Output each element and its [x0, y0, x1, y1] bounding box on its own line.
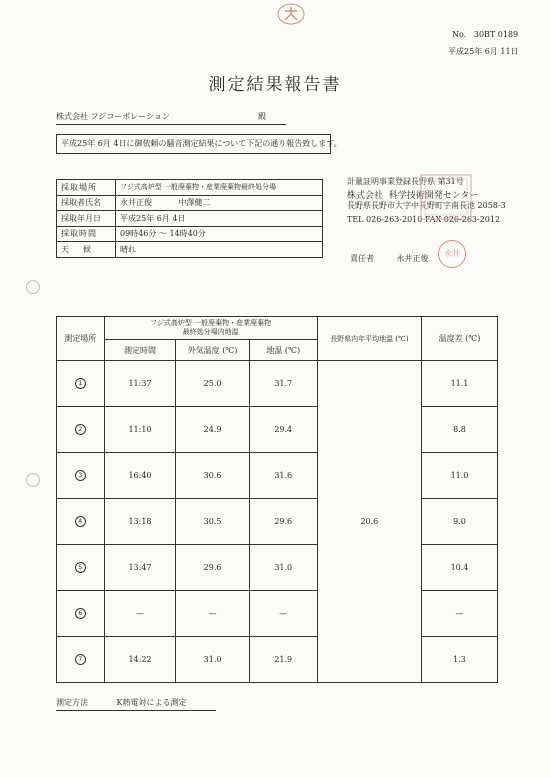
issuer-phone: TEL 026-263-2010 FAX 026-263-2012 — [347, 215, 501, 224]
air-temp-cell: 25.0 — [176, 361, 249, 407]
location-marker: 6 — [75, 608, 86, 619]
time-cell: 13:18 — [104, 499, 176, 545]
personal-seal-stamp: 永井 — [438, 240, 466, 268]
intro-text: 平成25年 6月 4日に御依頼の騒音測定結果について下記の通り報告致します。 — [56, 134, 331, 154]
facility-header: フジ式高炉型 一般廃棄物・産業廃棄物 最終処分場内地温 — [104, 317, 317, 340]
sampling-info-table — [56, 179, 323, 258]
location-marker: 3 — [75, 470, 86, 481]
info-value — [116, 195, 323, 211]
table-row — [57, 545, 498, 591]
temp-diff-cell: 8.8 — [421, 407, 497, 453]
table-row — [57, 637, 498, 683]
info-value: 平成25年 6月 4日 — [116, 211, 323, 227]
temp-diff-cell: 11.0 — [421, 453, 497, 499]
temp-diff-cell: 10.4 — [421, 545, 497, 591]
info-value: 09時46分 ～ 14時40分 — [116, 226, 323, 242]
ground-temp-cell: 31.7 — [249, 361, 317, 407]
regional-temp-header: 長野県内年平均地温 (℃) — [317, 317, 421, 361]
recipient — [56, 112, 286, 125]
ground-temp-cell: 31.6 — [249, 453, 317, 499]
location-marker: 1 — [75, 378, 86, 389]
info-label: 採取年月日 — [57, 211, 116, 227]
punch-hole-bottom — [26, 473, 40, 487]
info-value: 晴れ — [116, 242, 323, 258]
temp-diff-cell: 11.1 — [421, 361, 497, 407]
header-row — [57, 317, 498, 340]
responsible-name: 永井正俊 — [396, 254, 429, 263]
ground-temp-header: 地温 (℃) — [249, 340, 317, 361]
ground-temp-cell: 31.0 — [249, 545, 317, 591]
binder-clip-mark — [276, 2, 306, 26]
report-number: No. 30BT 0189 — [452, 30, 519, 39]
ground-temp-cell: 29.4 — [249, 407, 317, 453]
location-header: 測定場所 — [57, 317, 105, 361]
temp-diff-header: 温度差 (℃) — [421, 317, 497, 361]
measurement-method — [56, 698, 216, 711]
method-value: K熱電対による測定 — [116, 698, 187, 707]
regional-temp-cell: 20.6 — [317, 361, 421, 683]
info-row — [57, 242, 323, 258]
air-temp-cell: 24.9 — [176, 407, 249, 453]
location-marker: 2 — [75, 424, 86, 435]
air-temp-cell: 31.0 — [176, 637, 249, 683]
table-row — [57, 407, 498, 453]
location-marker: 7 — [75, 654, 86, 665]
time-cell: 11:37 — [104, 361, 176, 407]
temp-diff-cell: — — [421, 591, 497, 637]
info-label: 採取時間 — [57, 226, 116, 242]
method-label: 測定方法 — [56, 698, 88, 707]
air-temp-cell: 29.6 — [176, 545, 249, 591]
sampler-name-2: 中澤健二 — [178, 198, 211, 208]
info-value: フジ式高炉型 一般廃棄物・産業廃棄物最終処分場 — [116, 180, 323, 196]
location-marker: 5 — [75, 562, 86, 573]
time-cell: 14:22 — [104, 637, 176, 683]
time-cell: 16:40 — [104, 453, 176, 499]
table-row — [57, 361, 498, 407]
measurement-table — [56, 316, 498, 683]
air-temp-cell: 30.6 — [176, 453, 249, 499]
table-row — [57, 499, 498, 545]
company-seal-stamp — [418, 172, 474, 222]
report-date: 平成25年 6月 11日 — [448, 47, 519, 56]
air-temp-cell: 30.5 — [176, 499, 249, 545]
air-temp-cell: — — [176, 591, 249, 637]
air-temp-header: 外気温度 (℃) — [176, 340, 249, 361]
ground-temp-cell: — — [249, 591, 317, 637]
info-label: 天候 — [57, 242, 116, 258]
info-row — [57, 226, 323, 242]
recipient-name: 株式会社 フジコーポレーション — [56, 112, 170, 121]
issuer-company: 株式会社 科学技術開発センター — [347, 191, 479, 201]
temp-diff-cell: 9.0 — [421, 499, 497, 545]
info-label: 採取場所 — [57, 180, 116, 196]
info-row — [57, 195, 323, 211]
recipient-honorific: 殿 — [258, 112, 266, 121]
time-cell: 11:10 — [104, 407, 176, 453]
document-title: 測定結果報告書 — [208, 75, 342, 95]
registration-number: 計量証明事業登録長野県 第31号 — [347, 177, 464, 186]
ground-temp-cell: 29.6 — [249, 499, 317, 545]
time-cell: — — [104, 591, 176, 637]
info-label: 採取者氏名 — [57, 195, 116, 211]
info-row — [57, 180, 323, 196]
issuer-address: 長野県長野市大字中長野町字南長池 2058-3 — [347, 201, 506, 210]
responsible-person — [350, 254, 429, 264]
time-header: 測定時間 — [104, 340, 176, 361]
ground-temp-cell: 21.9 — [249, 637, 317, 683]
table-row — [57, 453, 498, 499]
sampler-name-1: 永井正俊 — [120, 198, 152, 208]
location-marker: 4 — [75, 516, 86, 527]
temp-diff-cell: 1.3 — [421, 637, 497, 683]
time-cell: 13:47 — [104, 545, 176, 591]
punch-hole-top — [26, 280, 40, 294]
info-row — [57, 211, 323, 227]
table-row — [57, 591, 498, 637]
responsible-label: 責任者 — [350, 254, 374, 263]
